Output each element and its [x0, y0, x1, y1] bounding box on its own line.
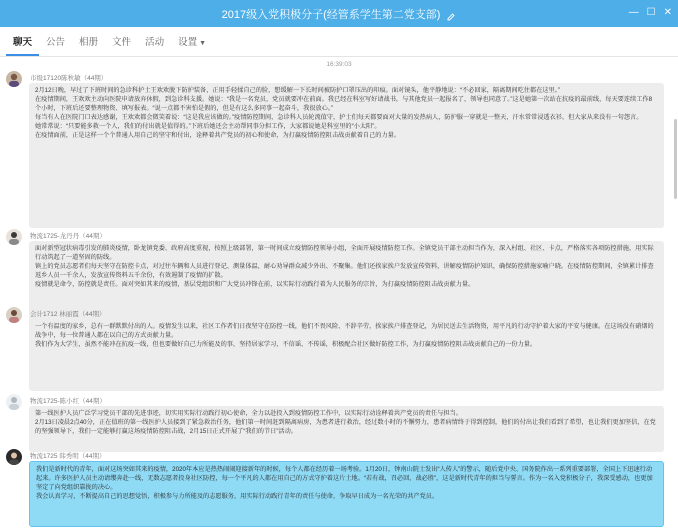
- message-bubble[interactable]: [29, 83, 664, 228]
- chat-panel[interactable]: [0, 57, 678, 531]
- message-paragraph: 一个有温度的家乡，总有一群默默付出的人。疫情发生以来，社区工作者们日夜坚守在防控一线，他们不畏风险、不辞辛劳，挨家挨户排查登记，为居民送去生活物资，用平凡的行动守护着大家的平安与健康。在这场没有硝烟的战争中，每一位普通人都在以自己的方式贡献力量。: [35, 323, 654, 340]
- message-paragraph: 我会认真学习，不断提高自己的思想觉悟，积极参与力所能及的志愿服务，用实际行动践行青年的责任与使命，争取早日成为一名光荣的共产党员。: [36, 493, 439, 501]
- message-bubble[interactable]: [29, 406, 664, 452]
- timestamp: 16:39:03: [326, 61, 352, 68]
- message-paragraph: 面对新型冠状病毒引发的肺炎疫情，卧龙镇党委、政府高度重视，按照上级部署，第一时间成立疫情防控领导小组，全面开展疫情防控工作。全镇党员干部主动担当作为，深入村组、社区、卡点，严格落实各项防控措施，用实际行动筑起了一道坚固的防线。: [35, 245, 654, 262]
- message-paragraph: 2月13日凌晨2点40分，正在值班的第一线医护人员接到了紧急救治任务，他们第一时间赶到隔离病房，为患者进行救治，经过数小时的不懈努力，患者病情终于得到控制，他们的付出让我们看到了希望，也让我们更加坚信，在党的坚强领导下，我们一定能够打赢这场疫情防控阻击战，2月15日正式开展了“我们的节日”活动。: [35, 419, 656, 436]
- tab-settings[interactable]: [171, 34, 213, 56]
- tab-settings-label: 设置: [178, 37, 198, 48]
- tab-chat[interactable]: 聊天: [6, 34, 39, 56]
- sender-name: 物流1725 韩秀明（44期）: [30, 453, 106, 460]
- message-paragraph: 她常常说：“只要能多救一个人，我们的付出就是值得的。”下班后她还会主动帮同事分担工作，大家都说她是科室里的“小太阳”。: [35, 123, 381, 131]
- tab-files[interactable]: 文件: [112, 37, 132, 48]
- tab-activities[interactable]: 活动: [145, 37, 165, 48]
- close-button[interactable]: ✕: [663, 7, 672, 18]
- message-paragraph: 镇上的党员志愿者们每天坚守在防控卡点，对过往车辆和人员进行登记、测量体温，耐心劝导群众减少外出、不聚集。他们还挨家挨户发放宣传资料，讲解疫情防护知识，确保防控措施家喻户晓。在疫情防控期间，全镇累计排查返乡人员一千余人，发放宣传资料五千余份，有效遏制了疫情的扩散。: [35, 263, 654, 280]
- scrollbar[interactable]: [674, 119, 677, 199]
- message-paragraph: 在疫情期间，王欢欢主动向医院申请放弃休假，到急诊科支援。她说：“我是一名党员，党员就要冲在前面。我已经在科室写好请战书，与其他党员一起报名了，领导也同意了。”这是她第一次站在抗疫的最前线，每天要连续工作8个小时，下班后还要整理物资、填写报表。“说一点都不害怕是假的，但是有这么多同事一起奋斗，我很放心。”: [35, 96, 653, 113]
- sender-name: 物流1725-陈小红（44期）: [30, 398, 106, 405]
- avatar[interactable]: [6, 307, 22, 323]
- minimize-button[interactable]: —: [628, 7, 639, 18]
- avatar[interactable]: [6, 71, 22, 87]
- tab-announcement[interactable]: 公告: [46, 37, 66, 48]
- message-paragraph: 我们是新时代的青年，面对这场突如其来的疫情，2020年本应是热热闹闹迎接新年的时候，每个人都在经历着一场考验。1月20日，钟南山院士发出“人传人”的警示，随后党中央、国务院作出一系列重要部署，全国上下迅速行动起来。许多医护人员主动请缨奔赴一线，无数志愿者投身社区防控，每一个平凡的人都在用自己的方式守护着这片土地。“若有战，召必回，战必胜”，这是新时代青年的担当与誓言。作为一名入党积极分子，我深受感动，也更加坚定了向党组织靠拢的决心。: [36, 466, 653, 492]
- avatar[interactable]: [6, 229, 22, 245]
- avatar[interactable]: [6, 394, 22, 410]
- maximize-button[interactable]: ☐: [646, 7, 656, 18]
- edit-icon[interactable]: [446, 9, 456, 19]
- message-bubble[interactable]: [29, 319, 664, 391]
- sender-name: 会计1712 林丽霞（44期）: [30, 311, 106, 318]
- window-title: 2017级入党积极分子(经管系学生第二党支部): [221, 8, 441, 21]
- message-paragraph: 第一线医护人员广泛学习党员干部的先进事迹，切实用实际行动践行初心使命，全力以赴投入到疫情防控工作中，以实际行动诠释着共产党员的责任与担当。: [35, 410, 462, 417]
- message-bubble-selected[interactable]: [29, 461, 664, 527]
- message-paragraph: 在疫情面前，正是这样一个个普通人用自己的坚守和付出，诠释着共产党员的初心和使命，为打赢疫情防控阻击战贡献着自己的力量。: [35, 132, 401, 140]
- sender-name: 物流1725-龙丹丹（44期）: [30, 233, 106, 240]
- tab-bar: [0, 27, 678, 57]
- title-bar: [0, 0, 678, 27]
- message-paragraph: 每当有人在医院门口表达感谢，王欢欢都会微笑着说：“这是我应该做的。”疫情防控期间，急诊科人员轮流值守，护士们每天都要面对大量的发热病人，防护服一穿就是一整天，汗水常常浸透衣衫，但大家从来没有一句怨言。: [35, 114, 643, 122]
- message-paragraph: 我们作为大学生，虽然不能冲在抗疫一线，但也要做好自己力所能及的事，坚持居家学习，不信谣、不传谣，积极配合社区做好防控工作，为打赢疫情防控阻击战贡献自己的一份力量。: [35, 341, 537, 349]
- avatar[interactable]: [6, 449, 22, 465]
- sender-name: 市级17120陈秋敏（44期）: [30, 75, 108, 82]
- message-paragraph: 疫情就是命令，防控就是责任。面对突如其来的疫情，基层党组织和广大党员冲锋在前，以实际行动践行着为人民服务的宗旨，为打赢疫情防控阻击战贡献力量。: [35, 281, 475, 289]
- tab-album[interactable]: 相册: [79, 37, 99, 48]
- message-paragraph: 2月12日晚，早过了下班时间的急诊科护士王欢欢脱下防护装备，正用手轻揉自己的脸，想缓解一下长时间被防护口罩压出的印痕。面对镜头，他平静地说：“不必回家，隔离期间吃住都在这里。”: [35, 87, 560, 94]
- chevron-down-icon: ▼: [199, 40, 207, 47]
